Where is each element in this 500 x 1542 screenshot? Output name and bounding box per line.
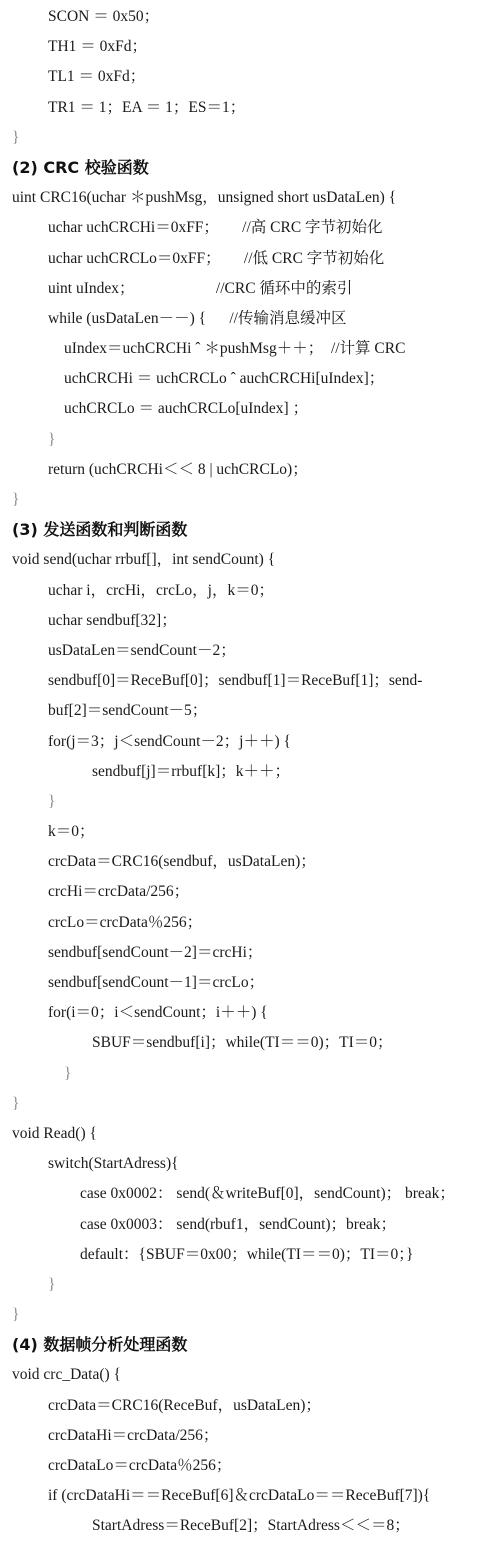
closing-brace: } — [64, 1064, 72, 1082]
code-line: for(j＝3；j＜sendCount－2；j＋＋) { — [48, 732, 291, 750]
code-line: sendbuf[0]＝ReceBuf[0]；sendbuf[1]＝ReceBuf[1]；send- — [48, 672, 423, 690]
closing-brace: } — [48, 430, 56, 448]
code-line: k＝0； — [48, 823, 95, 841]
section-heading: (3) 发送函数和判断函数 — [12, 520, 188, 540]
section-heading: (2) CRC 校验函数 — [12, 157, 149, 177]
code-line: uchCRCHi ＝ uchCRCLo ˆ auchCRCHi[uIndex]； — [64, 370, 385, 388]
closing-brace: } — [48, 792, 56, 810]
code-line: uint uIndex； //CRC 循环中的索引 — [48, 279, 353, 297]
code-line: SBUF＝sendbuf[i]；while(TI＝＝0)；TI＝0； — [92, 1034, 393, 1052]
code-line: uchar uchCRCLo＝0xFF； //低 CRC 字节初始化 — [48, 249, 385, 267]
code-line: switch(StartAdress){ — [48, 1155, 179, 1173]
code-line: uchCRCLo ＝ auchCRCLo[uIndex] ； — [64, 400, 309, 418]
code-line: uIndex＝uchCRCHi ˆ ＊pushMsg＋＋； //计算 CRC — [64, 340, 406, 358]
code-line: usDataLen＝sendCount－2； — [48, 641, 236, 659]
code-line: default：{SBUF＝0x00；while(TI＝＝0)；TI＝0；} — [80, 1245, 414, 1263]
code-line: uchar i，crcHi，crcLo，j，k＝0； — [48, 581, 274, 599]
code-line: TR1 ＝ 1；EA ＝ 1；ES＝1； — [48, 98, 246, 116]
closing-brace: } — [12, 491, 20, 508]
code-line: sendbuf[sendCount－1]＝crcLo； — [48, 974, 265, 991]
code-line: sendbuf[j]＝rrbuf[k]；k＋＋； — [92, 762, 291, 780]
code-line: StartAdress＝ReceBuf[2]；StartAdress＜＜＝8； — [92, 1517, 410, 1535]
code-line: while (usDataLen－－) { //传输消息缓冲区 — [48, 309, 347, 327]
code-line: crcHi＝crcData/256； — [48, 883, 190, 901]
closing-brace: } — [12, 1094, 20, 1112]
code-line: TL1 ＝ 0xFd； — [48, 68, 146, 86]
code-line: uchar uchCRCHi＝0xFF； //高 CRC 字节初始化 — [48, 219, 383, 237]
closing-brace: } — [12, 128, 20, 146]
code-line: crcDataLo＝crcData％256； — [48, 1457, 232, 1474]
code-line: case 0x0002： send(＆writeBuf[0]，sendCount)； break； — [80, 1185, 455, 1203]
closing-brace: } — [12, 1306, 20, 1324]
code-line: void Read() { — [12, 1124, 97, 1142]
code-line: return (uchCRCHi＜＜ 8 | uchCRCLo)； — [48, 460, 308, 478]
code-line: sendbuf[sendCount－2]＝crcHi； — [48, 943, 263, 961]
code-line: void crc_Data() { — [12, 1366, 121, 1384]
code-line: uchar sendbuf[32]； — [48, 611, 177, 629]
code-line: SCON ＝ 0x50； — [48, 8, 160, 25]
code-line: if (crcDataHi＝＝ReceBuf[6]＆crcDataLo＝＝ReceBuf[7]){ — [48, 1487, 431, 1505]
code-line: crcData＝CRC16(sendbuf，usDataLen)； — [48, 853, 316, 871]
code-line: for(i＝0；i＜sendCount；i＋＋) { — [48, 1004, 268, 1022]
code-line: void send(uchar rrbuf[]，int sendCount) { — [12, 551, 276, 569]
section-heading: (4) 数据帧分析处理函数 — [12, 1335, 188, 1355]
code-listing — [12, 2, 500, 1542]
code-line: uint CRC16(uchar ＊pushMsg，unsigned short usDataLen) { — [12, 189, 397, 207]
code-line: case 0x0003： send(rbuf1，sendCount)；break； — [80, 1215, 396, 1233]
code-line: crcDataHi＝crcData/256； — [48, 1426, 219, 1444]
code-line: TH1 ＝ 0xFd； — [48, 38, 148, 56]
closing-brace: } — [48, 1275, 56, 1293]
code-line: crcData＝CRC16(ReceBuf，usDataLen)； — [48, 1396, 321, 1414]
code-line: buf[2]＝sendCount－5； — [48, 702, 208, 720]
code-line: crcLo＝crcData％256； — [48, 913, 203, 931]
